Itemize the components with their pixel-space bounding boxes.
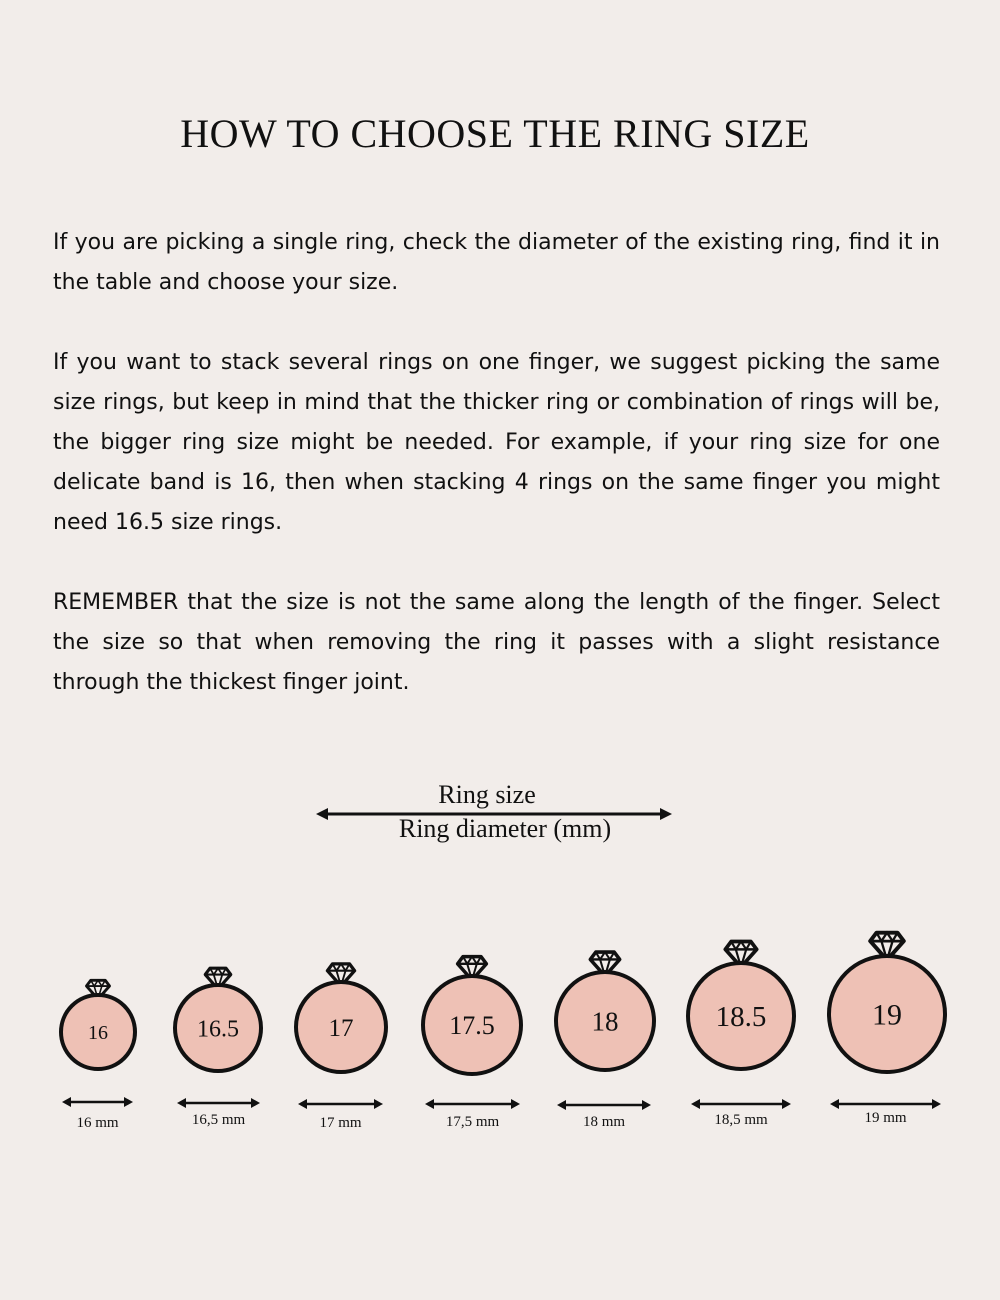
ring-17 [296,964,386,1131]
stacking-paragraph: If you want to stack several rings on one finger, we suggest picking the same size rings, but keep in mind that the thicker ring or combination of rings will be, the bigger ring size might be needed. For example, if your ring size for one delicate band is 16, then when stacking 4 rings on the same finger you might need 16.5 size rings. [53,350,940,535]
ring-17.5 [423,957,521,1130]
ring-diameter-label: 19 mm [864,1110,907,1126]
ring-diameter-label: 18 mm [582,1114,626,1130]
remember-paragraph: REMEMBER that the size is not the same along the length of the finger. Select the size so that when removing the ring it passes with a slight resistance through the thickest finger joint. [53,590,940,695]
legend-diameter-label: Ring diameter (mm) [398,814,612,843]
ring-19 [829,933,945,1126]
rings-group [61,933,945,1131]
diameter-arrow [830,1099,941,1109]
single-ring-paragraph: If you are picking a single ring, check the diameter of the existing ring, find it in the table and choose your size. [53,230,940,295]
diameter-arrow [298,1099,383,1109]
ring-diameter-label: 16,5 mm [191,1112,246,1128]
ring-16.5 [175,968,261,1128]
legend-size-label: Ring size [438,780,536,809]
ring-diameter-label: 18,5 mm [714,1112,768,1128]
diameter-arrow [177,1098,260,1108]
ring-diameter-label: 17,5 mm [445,1114,500,1130]
ring-18 [556,952,654,1130]
ring-diameter-label: 17 mm [319,1115,362,1131]
ring-size-label: 17.5 [449,1011,495,1041]
ring-size-label: 18 [591,1006,619,1037]
diameter-arrow [557,1100,651,1110]
ring-16 [61,980,135,1131]
legend-arrow [316,808,672,820]
ring-size-label: 16 [88,1022,108,1044]
ring-size-label: 16.5 [197,1016,239,1043]
diameter-arrow [691,1099,791,1109]
ring-size-label: 18.5 [715,1001,767,1034]
page-title: HOW TO CHOOSE THE RING SIZE [180,111,810,156]
diameter-arrow [62,1097,133,1107]
ring-18.5 [688,942,794,1128]
ring-diameter-label: 16 mm [76,1115,119,1131]
diameter-arrow [425,1099,520,1109]
ring-size-label: 19 [872,998,902,1032]
ring-size-label: 17 [328,1014,354,1042]
